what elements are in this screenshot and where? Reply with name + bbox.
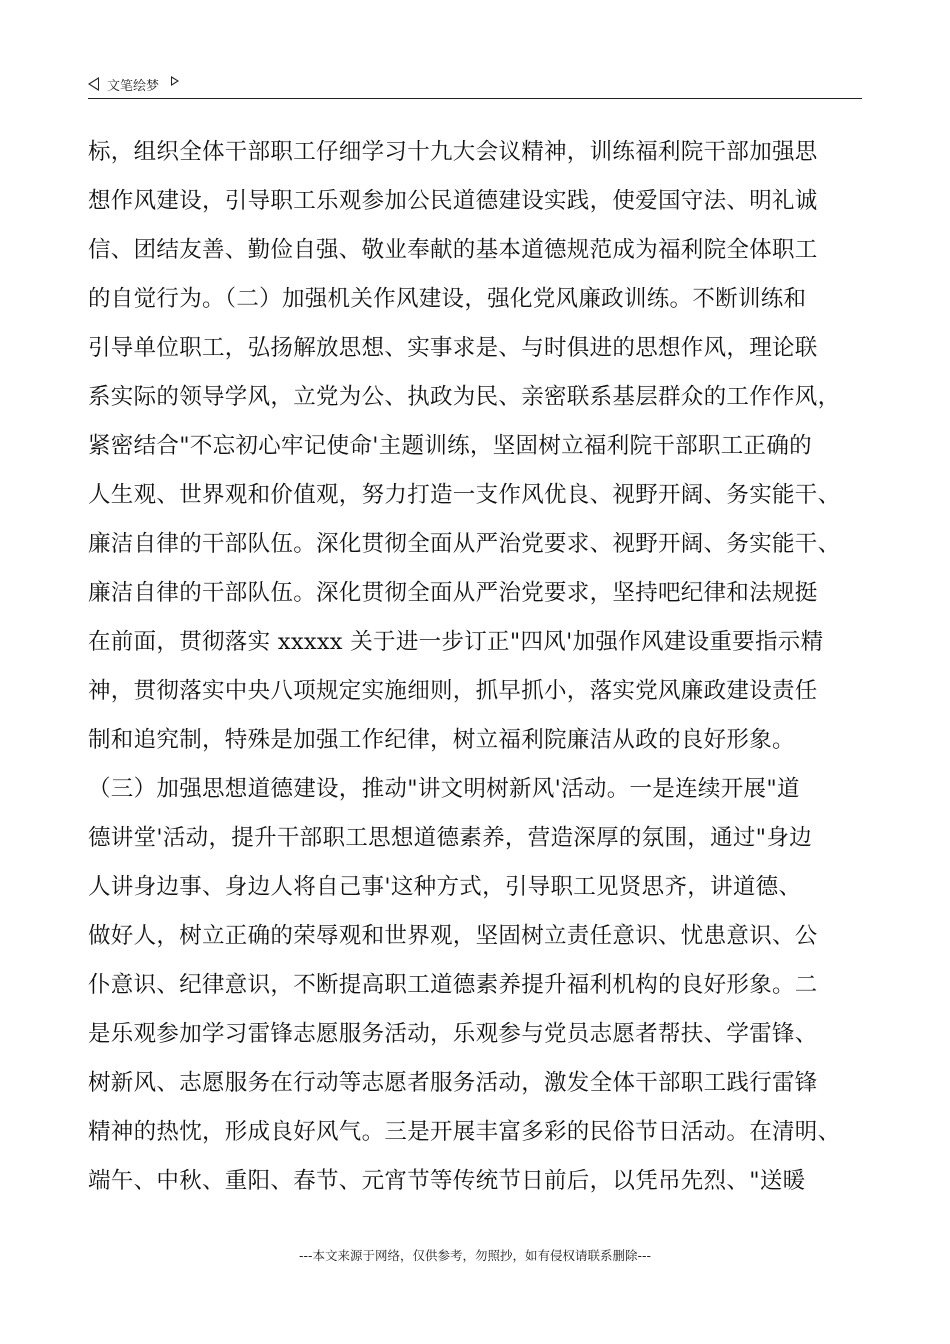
triangle-left-icon [88, 77, 99, 91]
body-line: 想作风建设，引导职工乐观参加公民道德建设实践，使爱国守法、明礼诚 [88, 188, 818, 214]
body-line: 人生观、世界观和价值观，努力打造一支作风优良、视野开阔、务实能干、 [88, 482, 841, 508]
page-header [88, 74, 862, 99]
body-line: 廉洁自律的干部队伍。深化贯彻全面从严治党要求、视野开阔、务实能干、 [88, 531, 841, 557]
body-line: 制和追究制，特殊是加强工作纪律，树立福利院廉洁从政的良好形象。 [88, 727, 795, 753]
body-line: 人讲身边事、身边人将自己事'这种方式，引导职工见贤思齐，讲道德、 [88, 874, 802, 900]
body-line: 神，贯彻落实中央八项规定实施细则，抓早抓小，落实党风廉政建设责任 [88, 678, 818, 704]
document-body [88, 128, 888, 1206]
body-line: 树新风、志愿服务在行动等志愿者服务活动，激发全体干部职工践行雷锋 [88, 1070, 818, 1096]
body-line: 引导单位职工，弘扬解放思想、实事求是、与时俱进的思想作风，理论联 [88, 335, 818, 361]
header-title: 文笔绘梦 [107, 78, 160, 94]
triangle-right-icon [171, 76, 179, 86]
page-footer: ---本文来源于网络，仅供参考，勿照抄，如有侵权请联系删除--- [298, 1248, 652, 1263]
body-line: 廉洁自律的干部队伍。深化贯彻全面从严治党要求，坚持吧纪律和法规挺 [88, 580, 818, 606]
body-line: 信、团结友善、勤俭自强、敬业奉献的基本道德规范成为福利院全体职工 [88, 237, 818, 263]
body-line: 端午、中秋、重阳、春节、元宵节等传统节日前后，以凭吊先烈、"送暖 [88, 1168, 806, 1194]
body-line: 仆意识、纪律意识，不断提高职工道德素养提升福利机构的良好形象。二 [88, 972, 818, 998]
body-line: （三）加强思想道德建设，推动"讲文明树新风'活动。一是连续开展"道 [88, 776, 800, 802]
body-line: 是乐观参加学习雷锋志愿服务活动，乐观参与党员志愿者帮扶、学雷锋、 [88, 1021, 818, 1047]
body-line: 德讲堂'活动，提升干部职工思想道德素养，营造深厚的氛围，通过"身边 [88, 825, 812, 851]
body-line: 精神的热忱，形成良好风气。三是开展丰富多彩的民俗节日活动。在清明、 [88, 1119, 841, 1145]
body-line: 紧密结合"不忘初心牢记使命'主题训练，坚固树立福利院干部职工正确的 [88, 433, 812, 459]
header-brand [88, 74, 179, 94]
body-line: 做好人，树立正确的荣辱观和世界观，坚固树立责任意识、忧患意识、公 [88, 923, 818, 949]
body-line: 的自觉行为。（二）加强机关作风建设，强化党风廉政训练。不断训练和 [88, 286, 807, 312]
body-line: 在前面，贯彻落实 xxxxx 关于进一步订正"四风'加强作风建设重要指示精 [88, 629, 824, 655]
body-line: 标，组织全体干部职工仔细学习十九大会议精神，训练福利院干部加强思 [88, 139, 818, 165]
body-line: 系实际的领导学风，立党为公、执政为民、亲密联系基层群众的工作作风， [88, 384, 841, 410]
